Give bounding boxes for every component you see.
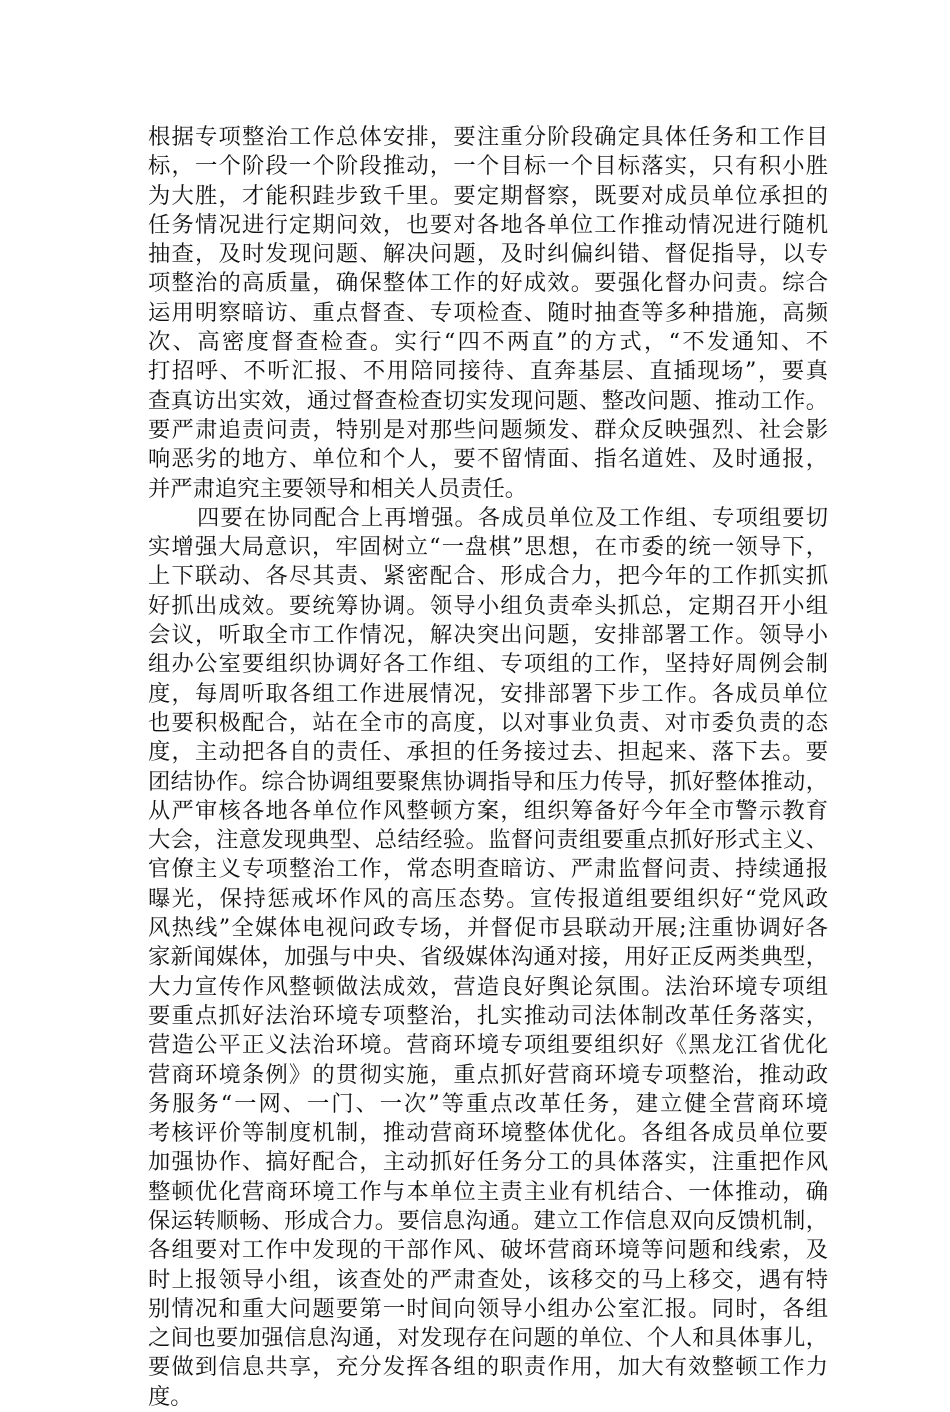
text-line: 各组要对工作中发现的干部作风、破坏营商环境等问题和线索，及 <box>148 1237 828 1264</box>
text-line: 大力宣传作风整顿做法成效，营造良好舆论氛围。法治环境专项组 <box>148 973 828 1000</box>
text-line: 保运转顺畅、形成合力。要信息沟通。建立工作信息双向反馈机制， <box>148 1207 828 1234</box>
text-line: 从严审核各地各单位作风整顿方案，组织筹备好今年全市警示教育 <box>148 797 828 824</box>
text-line: 并严肃追究主要领导和相关人员责任。 <box>148 475 528 502</box>
text-line: 根据专项整治工作总体安排，要注重分阶段确定具体任务和工作目 <box>148 124 828 150</box>
text-line: 要重点抓好法治环境专项整治，扎实推动司法体制改革任务落实， <box>148 1002 828 1029</box>
text-line: 整顿优化营商环境工作与本单位主责主业有机结合、一体推动，确 <box>148 1178 828 1205</box>
text-line: 打招呼、不听汇报、不用陪同接待、直奔基层、直插现场”，要真 <box>148 358 828 385</box>
text-line: 四要在协同配合上再增强。各成员单位及工作组、专项组要切 <box>197 504 828 531</box>
text-line: 要做到信息共享，充分发挥各组的职责作用，加大有效整顿工作力 <box>148 1354 828 1381</box>
text-line: 加强协作、搞好配合，主动抓好任务分工的具体落实，注重把作风 <box>148 1149 828 1176</box>
text-line: 风热线”全媒体电视问政专场，并督促市县联动开展;注重协调好各 <box>148 915 828 942</box>
text-line: 营造公平正义法治环境。营商环境专项组要组织好《黑龙江省优化 <box>148 1032 828 1059</box>
text-line: 之间也要加强信息沟通，对发现存在问题的单位、个人和具体事儿， <box>148 1325 828 1352</box>
text-line: 标，一个阶段一个阶段推动，一个目标一个目标落实，只有积小胜 <box>148 153 828 180</box>
text-line: 家新闻媒体，加强与中央、省级媒体沟通对接，用好正反两类典型， <box>148 944 828 971</box>
text-line: 运用明察暗访、重点督查、专项检查、随时抽查等多种措施，高频 <box>148 299 828 326</box>
text-line: 官僚主义专项整治工作，常态明查暗访、严肃监督问责、持续通报 <box>148 856 828 883</box>
document-body <box>148 123 828 1412</box>
text-line: 实增强大局意识，牢固树立“一盘棋”思想，在市委的统一领导下， <box>148 534 828 561</box>
text-line: 会议，听取全市工作情况，解决突出问题，安排部署工作。领导小 <box>148 622 828 649</box>
text-line: 响恶劣的地方、单位和个人，要不留情面、指名道姓、及时通报， <box>148 446 828 473</box>
text-line: 次、高密度督查检查。实行“四不两直”的方式，“不发通知、不 <box>148 329 828 356</box>
text-line: 上下联动、各尽其责、紧密配合、形成合力，把今年的工作抓实抓 <box>148 563 828 590</box>
text-line: 任务情况进行定期问效，也要对各地各单位工作推动情况进行随机 <box>148 211 828 238</box>
text-line: 营商环境条例》的贯彻实施，重点抓好营商环境专项整治，推动政 <box>148 1061 828 1088</box>
text-line: 也要积极配合，站在全市的高度，以对事业负责、对市委负责的态 <box>148 709 828 736</box>
text-line: 为大胜，才能积跬步致千里。要定期督察，既要对成员单位承担的 <box>148 182 828 209</box>
text-line: 项整治的高质量，确保整体工作的好成效。要强化督办问责。综合 <box>148 270 828 297</box>
text-line: 考核评价等制度机制，推动营商环境整体优化。各组各成员单位要 <box>148 1120 828 1147</box>
text-line: 要严肃追责问责，特别是对那些问题频发、群众反映强烈、社会影 <box>148 416 828 443</box>
text-line: 组办公室要组织协调好各工作组、专项组的工作，坚持好周例会制 <box>148 651 828 678</box>
text-line: 时上报领导小组，该查处的严肃查处，该移交的马上移交，遇有特 <box>148 1266 828 1293</box>
text-line: 好抓出成效。要统筹协调。领导小组负责牵头抓总，定期召开小组 <box>148 592 828 619</box>
text-line: 查真访出实效，通过督查检查切实发现问题、整改问题、推动工作。 <box>148 387 828 414</box>
text-line: 度，主动把各自的责任、承担的任务接过去、担起来、落下去。要 <box>148 739 828 766</box>
text-line: 度，每周听取各组工作进展情况，安排部署下步工作。各成员单位 <box>148 680 828 707</box>
text-line: 抽查，及时发现问题、解决问题，及时纠偏纠错、督促指导，以专 <box>148 241 828 268</box>
text-line: 务服务“一网、一门、一次”等重点改革任务，建立健全营商环境 <box>148 1090 828 1117</box>
paragraph-2 <box>148 504 828 1412</box>
text-line: 团结协作。综合协调组要聚焦协调指导和压力传导，抓好整体推动， <box>148 768 828 795</box>
text-line: 别情况和重大问题要第一时间向领导小组办公室汇报。同时，各组 <box>148 1295 828 1322</box>
text-line: 曝光，保持惩戒坏作风的高压态势。宣传报道组要组织好“党风政 <box>148 885 828 912</box>
text-line: 大会，注意发现典型、总结经验。监督问责组要重点抓好形式主义、 <box>148 827 828 854</box>
paragraph-1 <box>148 123 828 504</box>
text-line: 度。 <box>148 1383 193 1410</box>
